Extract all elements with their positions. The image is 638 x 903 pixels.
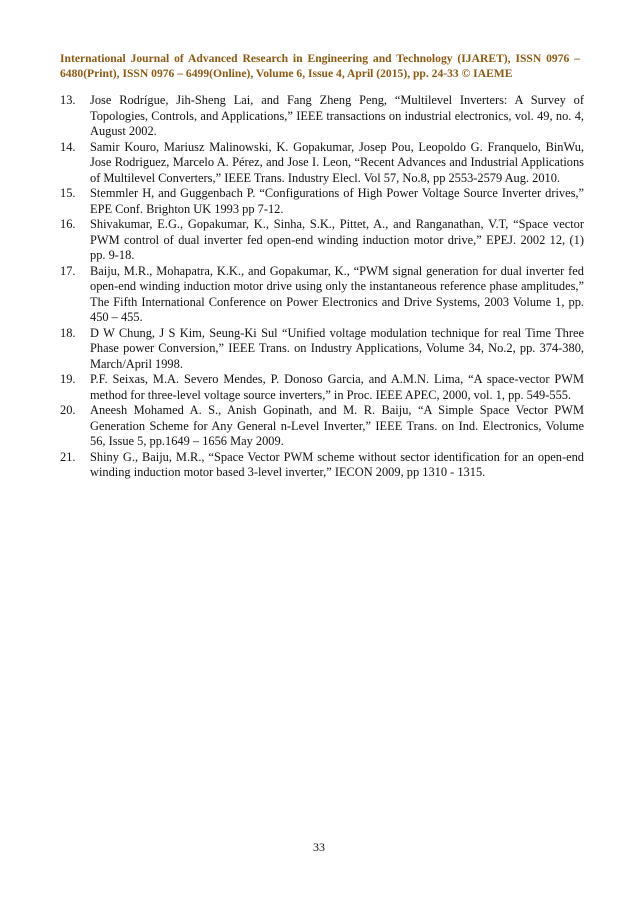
reference-item-15 — [60, 186, 584, 217]
reference-text: Jose Rodrígue, Jih-Sheng Lai, and Fang Zheng Peng, “Multilevel Inverters: A Survey of Topologies, Controls, and Applications,” IEEE transactions on industrial electronics, vol. 49, no. 4, August 2002. — [90, 93, 584, 138]
reference-number: 13. — [60, 93, 76, 107]
running-header: International Journal of Advanced Research in Engineering and Technology (IJARET), ISSN 0976 – 6480(Print), ISSN 0976 – 6499(Online), Volume 6, Issue 4, April (2015), pp. 24-33 © IAEME — [60, 52, 580, 80]
reference-item-20 — [60, 403, 584, 450]
reference-item-18 — [60, 326, 584, 373]
reference-number: 20. — [60, 403, 76, 417]
reference-text: Shiny G., Baiju, M.R., “Space Vector PWM scheme without sector identification for an open-end winding induction motor based 3-level inverter,” IECON 2009, pp 1310 - 1315. — [90, 449, 584, 479]
reference-text: D W Chung, J S Kim, Seung-Ki Sul “Unified voltage modulation technique for real Time Three Phase power Conversion,” IEEE Trans. on Industry Applications, Volume 34, No.2, pp. 374-380, March/April 1998. — [90, 325, 584, 371]
reference-number: 21. — [60, 449, 76, 464]
reference-item-16 — [60, 217, 584, 264]
reference-item-14 — [60, 140, 584, 187]
reference-number: 16. — [60, 217, 76, 231]
reference-text: Stemmler H, and Guggenbach P. “Configurations of High Power Voltage Source Inverter drives,” EPE Conf. Brighton UK 1993 pp 7-12. — [90, 186, 584, 216]
reference-number: 17. — [60, 263, 76, 278]
reference-number: 15. — [60, 186, 76, 200]
page-number: 33 — [313, 840, 325, 854]
reference-number: 18. — [60, 325, 76, 340]
reference-text: Samir Kouro, Mariusz Malinowski, K. Gopakumar, Josep Pou, Leopoldo G. Franquelo, BinWu, Jose Rodriguez, Marcelo A. Pérez, and Jose I. Leon, “Recent Advances and Industrial Applications of Multilevel Converters,” IEEE Trans. Industry Elecl. Vol 57, No.8, pp 2553-2579 Aug. 2010. — [90, 139, 584, 185]
reference-item-19 — [60, 372, 584, 403]
reference-item-17 — [60, 264, 584, 326]
reference-number: 19. — [60, 372, 76, 386]
reference-list — [60, 93, 584, 481]
reference-text: P.F. Seixas, M.A. Severo Mendes, P. Donoso Garcia, and A.M.N. Lima, “A space-vector PWM method for three-level voltage source inverters,” in Proc. IEEE APEC, 2000, vol. 1, pp. 549-555. — [90, 372, 584, 402]
reference-text: Baiju, M.R., Mohapatra, K.K., and Gopakumar, K., “PWM signal generation for dual inverter fed open-end winding induction motor drive using only the instantaneous reference phase amplitudes,” The Fifth International Conference on Power Electronics and Drive Systems, 2003 Volume 1, pp. 450 – 455. — [90, 263, 584, 324]
reference-item-21 — [60, 450, 584, 481]
reference-text: Aneesh Mohamed A. S., Anish Gopinath, and M. R. Baiju, “A Simple Space Vector PWM Generation Scheme for Any General n-Level Inverter,” IEEE Trans. on Ind. Electronics, Volume 56, Issue 5, pp.1649 – 1656 May 2009. — [90, 403, 584, 448]
reference-text: Shivakumar, E.G., Gopakumar, K., Sinha, S.K., Pittet, A., and Ranganathan, V.T, “Space vector PWM control of dual inverter fed open-end winding induction motor drive,” EPEJ. 2002 12, (1) pp. 9-18. — [90, 217, 584, 262]
reference-number: 14. — [60, 139, 76, 154]
reference-item-13 — [60, 93, 584, 140]
